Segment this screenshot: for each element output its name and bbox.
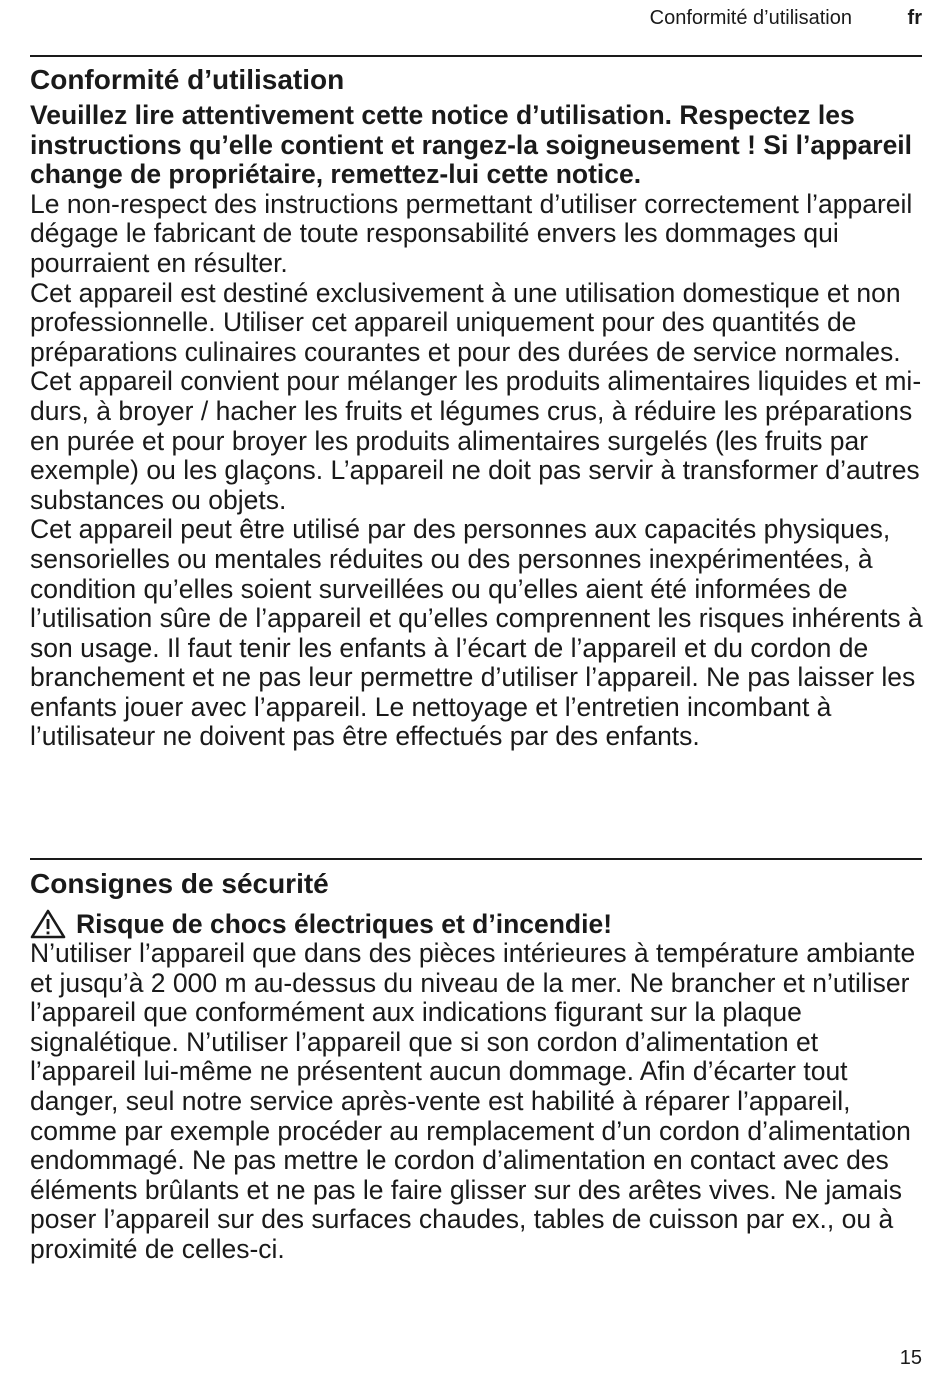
- section-securite: [30, 868, 930, 1265]
- section-title-conformite: Conformité d’utilisation: [30, 64, 345, 95]
- intro-paragraph: Veuillez lire attentivement cette notice d’utilisation. Respectez les instructions qu’elle contient et rangez-la soigneusement ! Si l’appareil change de propriétaire, remettez-lui cette notice.: [30, 100, 913, 190]
- language-code: fr: [907, 7, 922, 29]
- section-title-securite: Consignes de sécurité: [30, 868, 329, 899]
- section-conformite: [30, 64, 930, 752]
- running-header: [30, 6, 922, 30]
- paragraph-responsibility: Le non-respect des instructions permettant d’utiliser correctement l’appareil dégage le fabricant de toute responsabilité envers les dommages qui pourraient en résulter.: [30, 188, 913, 278]
- warning-heading: [30, 909, 930, 939]
- section-divider-middle: [30, 858, 922, 860]
- section-divider-top: [30, 55, 922, 57]
- warning-triangle-icon: [30, 909, 66, 939]
- warning-title: Risque de chocs électriques et d’incendie!: [76, 909, 613, 939]
- paragraph-persons: Cet appareil peut être utilisé par des personnes aux capacités physiques, sensorielles ou mentales réduites ou des personnes inexpérimentées, à condition qu’elles soient surveillées ou qu’elles aient été informées de l’utilisation sûre de l’appareil et qu’elles comprennent les risques inhérents à son usage. Il faut tenir les enfants à l’écart de l’appareil et du cordon de branchement et ne pas leur permettre d’utiliser l’appareil. Ne pas laisser les enfants jouer avec l’appareil. Le nettoyage et l’entretien incombant à l’utilisateur ne doivent pas être effectués par des enfants.: [30, 514, 923, 752]
- page-number: 15: [899, 1347, 922, 1369]
- running-header-title: Conformité d’utilisation: [649, 7, 852, 29]
- paragraph-safety: N’utiliser l’appareil que dans des pièces intérieures à température ambiante et jusqu’à 2 000 m au-dessus du niveau de la mer. Ne brancher et n’utiliser l’appareil que conformément aux indications figurant sur la plaque signalétique. N’utiliser l’appareil que si son cordon d’alimentation et l’appareil lui-même ne présentent aucun dommage. Afin d’écarter tout danger, seul notre service après-vente est habilité à réparer l’appareil, comme par exemple procéder au remplacement d’un cordon d’alimentation endommagé. Ne pas mettre le cordon d’alimentation en contact avec des éléments brûlants et ne pas le faire glisser sur des arêtes vives. Ne jamais poser l’appareil sur des surfaces chaudes, tables de cuisson par ex., ou à proximité de celles-ci.: [30, 938, 916, 1264]
- paragraph-suitability: Cet appareil convient pour mélanger les produits alimentaires liquides et mi-durs, à broyer / hacher les fruits et légumes crus, à réduire les préparations en purée et pour broyer les produits alimentaires surgelés (les fruits par exemple) ou les glaçons. L’appareil ne doit pas servir à transformer d’autres substances ou objets.: [30, 366, 922, 515]
- paragraph-domestic-use: Cet appareil est destiné exclusivement à une utilisation domestique et non professionnelle. Utiliser cet appareil uniquement pour des quantités de préparations culinaires courantes et pour des durées de service normales.: [30, 277, 901, 367]
